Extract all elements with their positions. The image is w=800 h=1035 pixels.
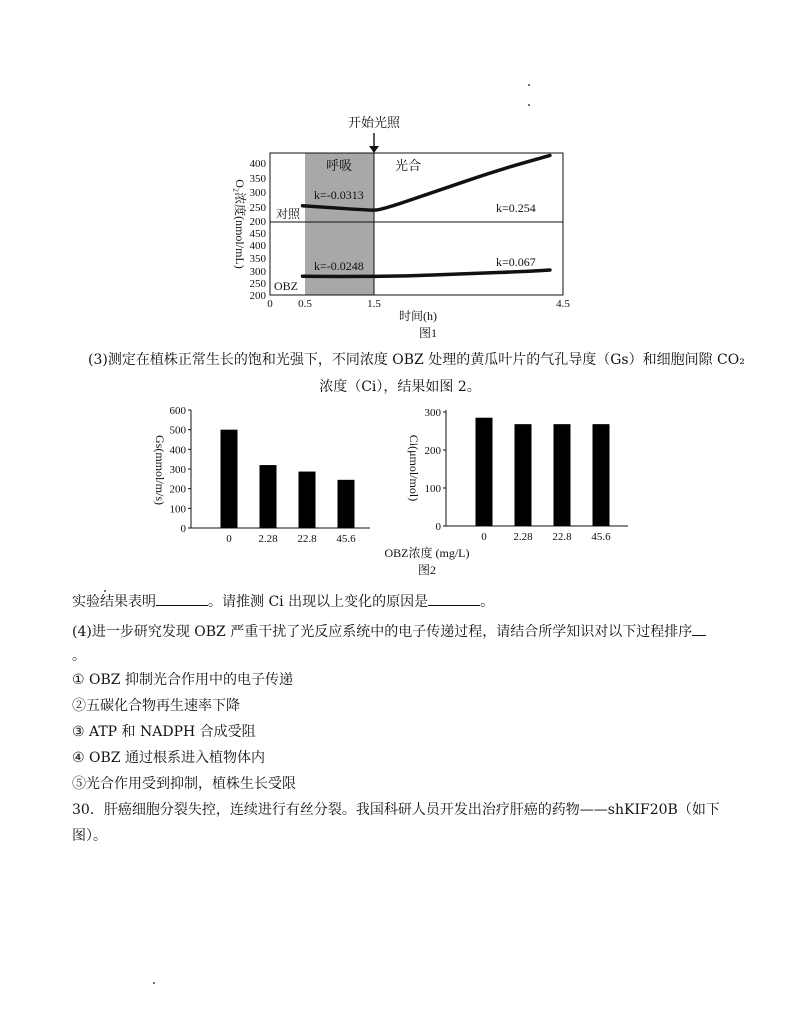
x-tick: 0.5: [298, 298, 312, 310]
y-tick: 300: [249, 266, 266, 278]
y-tick-label: 400: [169, 444, 186, 457]
upper-y-axis: [250, 158, 267, 228]
x-tick: 0: [267, 298, 273, 310]
slope-control-photo: k=0.254: [496, 201, 536, 215]
q3-text-line2: 浓度（Ci），结果如图 2。: [319, 379, 481, 395]
step-1: ① OBZ 抑制光合作用中的电子传递: [72, 672, 293, 688]
x-tick-label: 45.6: [591, 531, 611, 543]
figure-2-xlabel: OBZ浓度 (mg/L): [384, 546, 470, 560]
stray-dot: [153, 982, 155, 984]
y-tick-label: 200: [424, 445, 441, 457]
series-label-control: 对照: [276, 207, 301, 221]
step-2: ②五碳化合物再生速率下降: [72, 698, 240, 714]
bar: [593, 424, 610, 526]
region-photosynthesis: 光合: [394, 158, 422, 173]
x-tick-label: 45.6: [336, 533, 356, 545]
emphasis-dot: [104, 590, 106, 592]
slope-obz-resp: k=-0.0248: [314, 259, 364, 273]
y-tick-label: 200: [169, 483, 186, 496]
y-tick: 200: [249, 216, 266, 228]
bar: [338, 480, 355, 528]
stray-dot: [528, 84, 530, 86]
light-start-arrowhead: [369, 146, 379, 153]
y-tick: 250: [249, 278, 266, 290]
light-start-label: 开始光照: [347, 115, 401, 130]
figure-2-caption: 图2: [417, 563, 437, 577]
y-tick-label: 300: [169, 464, 186, 476]
y-tick-label: 100: [424, 483, 441, 495]
shaded-respiration-region: [305, 153, 374, 295]
q3-text-line1: (3)测定在植株正常生长的饱和光强下，不同浓度 OBZ 处理的黄瓜叶片的气孔导度（Gs）和细胞间隙 CO₂: [88, 352, 745, 368]
y-tick: 250: [249, 202, 266, 214]
bar: [221, 430, 238, 528]
q3-answer-part-b: 。请推测 Ci 出现以上变化的原因是: [208, 594, 429, 610]
q4-line2: 。: [72, 648, 86, 664]
answer-blank-2[interactable]: [428, 592, 480, 606]
answer-blank-1[interactable]: [156, 592, 208, 606]
x-tick-label: 22.8: [552, 531, 572, 543]
q30-line1: 30．肝癌细胞分裂失控，连续进行有丝分裂。我国科研人员开发出治疗肝癌的药物——shKIF20B（如下: [72, 802, 720, 818]
q30-line2: 图）。: [72, 828, 107, 844]
slope-obz-photo: k=0.067: [496, 255, 536, 269]
figure-1-caption: 图1: [418, 326, 438, 340]
x-tick-label: 0: [226, 533, 232, 545]
x-tick-label: 2.28: [513, 531, 533, 543]
series-label-obz: OBZ: [274, 279, 298, 293]
y-tick: 400: [249, 240, 266, 252]
step-4: ④ OBZ 通过根系进入植物体内: [72, 750, 265, 766]
y-axis-label: O₂浓度(nmol/mL): [233, 179, 247, 269]
y-tick: 350: [249, 173, 266, 185]
ci-chart: [407, 407, 628, 543]
bar: [515, 424, 532, 526]
step-3: ③ ATP 和 NADPH 合成受阻: [72, 724, 256, 740]
slope-control-resp: k=-0.0313: [314, 188, 364, 202]
figure-2: [0, 400, 800, 580]
gs-chart: [153, 405, 370, 545]
x-tick: 4.5: [556, 298, 570, 310]
bar: [260, 465, 277, 528]
y-tick: 450: [249, 228, 266, 240]
y-tick-label: 600: [169, 405, 186, 417]
q3-answer-line: [72, 592, 494, 612]
figure-1: [0, 0, 800, 345]
y-tick: 350: [249, 253, 266, 265]
x-tick-label: 22.8: [297, 533, 317, 545]
x-tick-label: 2.28: [258, 533, 278, 545]
gs-y-axis-label: Gs(mmol/m/s): [153, 434, 167, 506]
ci-y-axis-label: Ci(μmol/mol): [407, 434, 421, 502]
bar: [476, 418, 493, 526]
y-tick-label: 300: [424, 407, 441, 419]
y-tick: 400: [249, 158, 266, 170]
step-5: ⑤光合作用受到抑制，植株生长受限: [72, 776, 296, 792]
y-tick-label: 500: [169, 424, 186, 437]
y-tick-label: 0: [435, 521, 441, 533]
answer-blank-3[interactable]: [692, 622, 706, 636]
bar: [554, 424, 571, 526]
lower-y-axis: [250, 228, 267, 302]
y-tick-label: 100: [169, 503, 186, 516]
bar: [299, 472, 316, 528]
x-tick-label: 0: [481, 531, 487, 543]
x-axis-label: 时间(h): [399, 309, 437, 323]
q3-answer-part-a: 实验结果表明: [72, 594, 156, 610]
y-tick: 200: [249, 290, 266, 302]
stray-dot: [528, 104, 530, 106]
q4-line1: [72, 622, 706, 642]
q4-text: (4)进一步研究发现 OBZ 严重干扰了光反应系统中的电子传递过程，请结合所学知识对以下过程排序: [72, 624, 693, 640]
x-tick: 1.5: [367, 298, 381, 310]
y-tick-label: 0: [180, 523, 186, 535]
q3-answer-part-c: 。: [480, 594, 495, 610]
y-tick: 300: [249, 187, 266, 199]
region-respiration: 呼吸: [325, 158, 353, 173]
